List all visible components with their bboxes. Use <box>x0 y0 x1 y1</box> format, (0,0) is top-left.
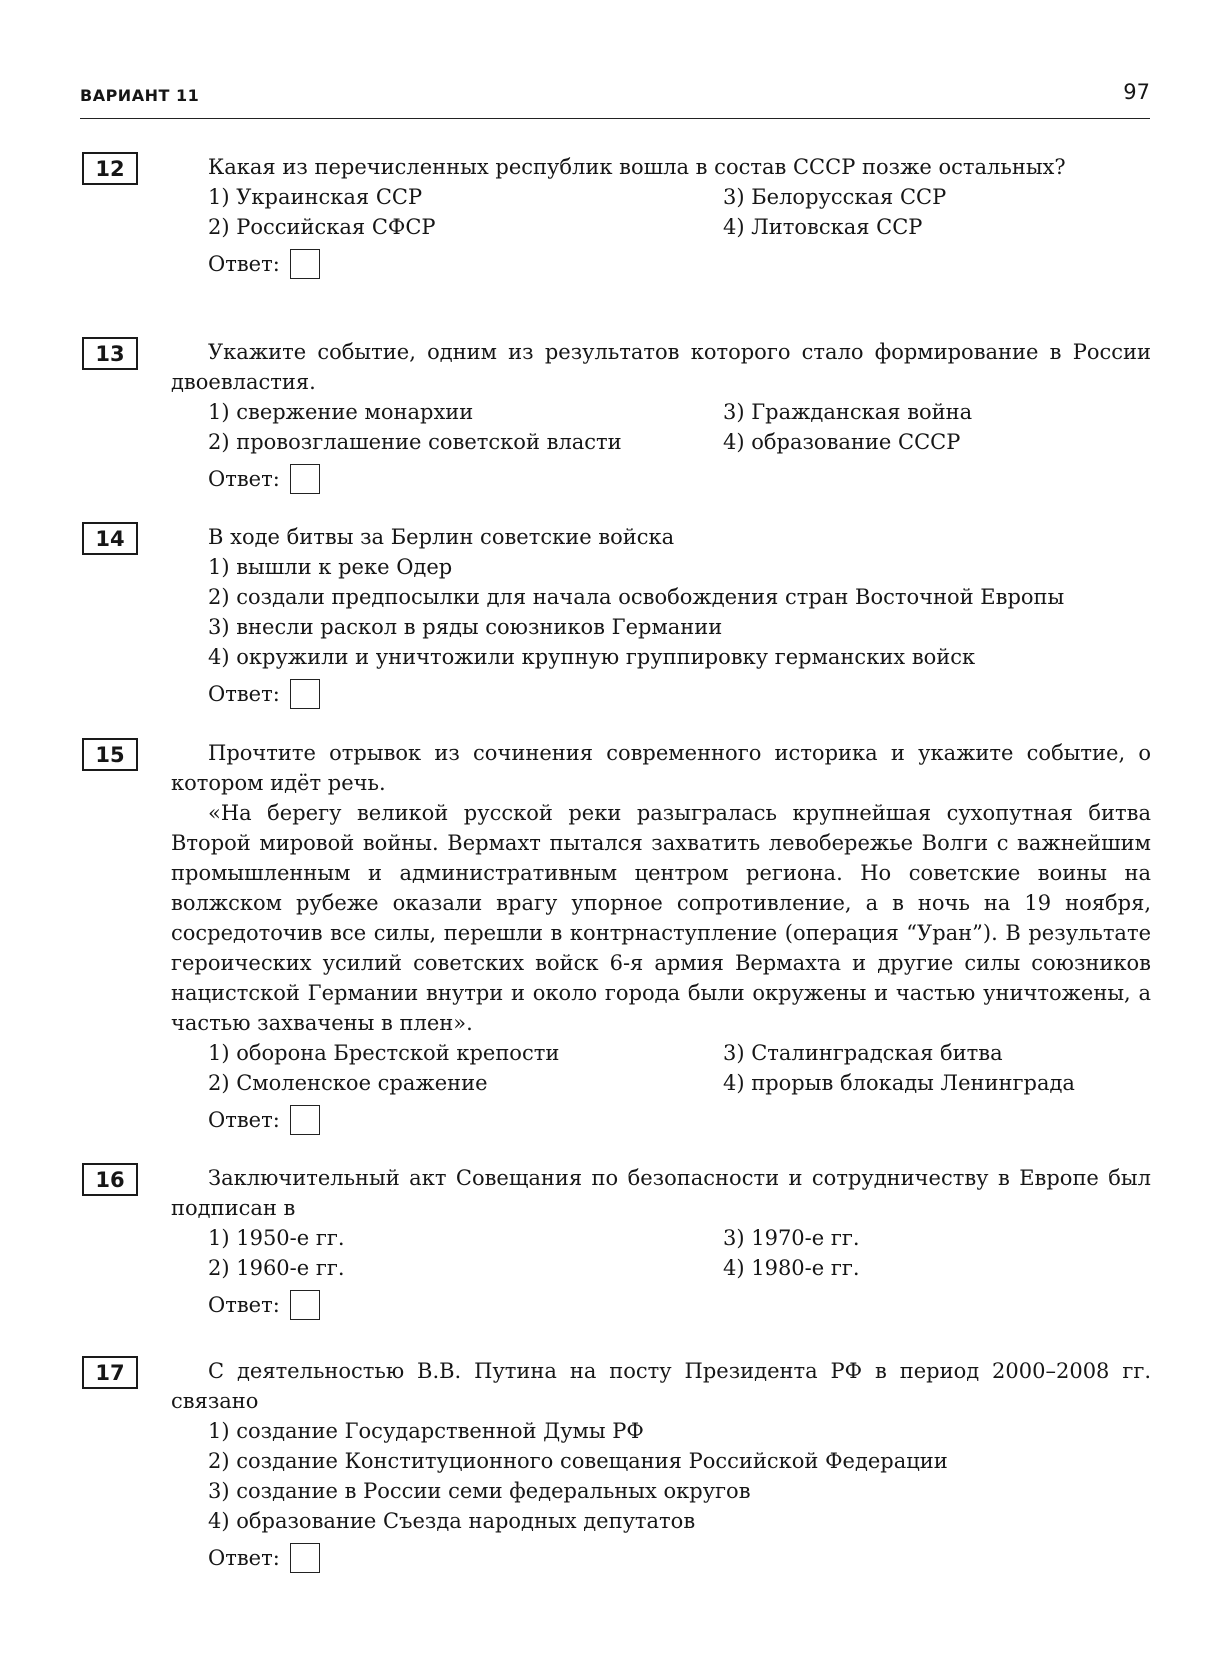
answer-row <box>171 1103 1151 1137</box>
option: 2) Российская СФСР <box>208 215 436 239</box>
option: 1) 1950-е гг. <box>208 1226 345 1250</box>
answer-box[interactable] <box>290 249 320 279</box>
option: 4) 1980-е гг. <box>723 1256 860 1280</box>
task-number-box: 15 <box>82 738 138 771</box>
option: 4) образование СССР <box>723 430 961 454</box>
option: 2) создали предпосылки для начала освобождения стран Восточной Европы <box>208 585 1065 609</box>
task-number-box: 13 <box>82 337 138 370</box>
task-number-box: 14 <box>82 522 138 555</box>
question-text: Какая из перечисленных республик вошла в состав СССР позже остальных? <box>208 155 1066 179</box>
task-number-box: 17 <box>82 1356 138 1389</box>
option: 3) Гражданская война <box>723 400 973 424</box>
task-17 <box>80 1356 1150 1575</box>
answer-label: Ответ: <box>208 252 280 276</box>
options-grid <box>171 1223 1151 1283</box>
answer-label: Ответ: <box>208 1108 280 1132</box>
answer-box[interactable] <box>290 1543 320 1573</box>
options-list <box>171 1416 1151 1536</box>
variant-label: ВАРИАНТ 11 <box>80 86 200 105</box>
options-grid <box>171 1038 1151 1098</box>
question-text: Заключительный акт Совещания по безопасности и сотрудничеству в Европе был подписан в <box>171 1166 1151 1220</box>
option: 4) Литовская ССР <box>723 215 923 239</box>
answer-box[interactable] <box>290 464 320 494</box>
task-16 <box>80 1163 1150 1322</box>
question-text: В ходе битвы за Берлин советские войска <box>208 525 675 549</box>
quote-text: «На берегу великой русской реки разыгралась крупнейшая сухопутная битва Второй мировой войны. Вермахт пытался захватить левобережье Волги с важнейшим промышленным и административным центром региона. Но советские воины на волжском рубеже оказали врагу упорное сопротивление, а в ночь на 19 ноября, сосредоточив все силы, перешли в контрнаступление (операция “Уран”). В результате героических усилий советских войск 6-я армия Вермахта и другие силы союзников нацистской Германии внутри и около города были окружены и частью уничтожены, а частью захвачены в плен». <box>171 801 1151 1035</box>
answer-box[interactable] <box>290 679 320 709</box>
option: 4) окружили и уничтожили крупную группировку германских войск <box>208 645 976 669</box>
option: 4) образование Съезда народных депутатов <box>208 1509 696 1533</box>
option: 1) оборона Брестской крепости <box>208 1041 560 1065</box>
task-number-box: 16 <box>82 1163 138 1196</box>
option: 3) внесли раскол в ряды союзников Германии <box>208 615 723 639</box>
answer-box[interactable] <box>290 1105 320 1135</box>
answer-box[interactable] <box>290 1290 320 1320</box>
option: 3) создание в России семи федеральных округов <box>208 1479 751 1503</box>
page-number: 97 <box>1123 80 1150 104</box>
option: 2) Смоленское сражение <box>208 1071 488 1095</box>
answer-row <box>171 1288 1151 1322</box>
answer-row <box>171 462 1151 496</box>
answer-row <box>171 1541 1151 1575</box>
option: 3) Белорусская ССР <box>723 185 947 209</box>
task-12 <box>80 152 1150 281</box>
task-13 <box>80 337 1150 496</box>
option: 1) создание Государственной Думы РФ <box>208 1419 644 1443</box>
option: 3) Сталинградская битва <box>723 1041 1003 1065</box>
option: 4) прорыв блокады Ленинграда <box>723 1071 1075 1095</box>
option: 2) 1960-е гг. <box>208 1256 345 1280</box>
options-grid <box>171 397 1151 457</box>
option: 2) создание Конституционного совещания Российской Федерации <box>208 1449 948 1473</box>
answer-row <box>171 677 1151 711</box>
answer-row <box>171 247 1151 281</box>
question-text: С деятельностью В.В. Путина на посту Президента РФ в период 2000–2008 гг. связано <box>171 1359 1151 1413</box>
page-header <box>80 78 1150 119</box>
options-list <box>171 552 1151 672</box>
task-number-box: 12 <box>82 152 138 185</box>
answer-label: Ответ: <box>208 1546 280 1570</box>
option: 1) Украинская ССР <box>208 185 423 209</box>
option: 2) провозглашение советской власти <box>208 430 622 454</box>
question-text: Прочтите отрывок из сочинения современного историка и укажите событие, о котором идёт речь. <box>171 741 1151 795</box>
options-grid <box>171 182 1151 242</box>
task-14 <box>80 522 1150 711</box>
answer-label: Ответ: <box>208 682 280 706</box>
option: 3) 1970-е гг. <box>723 1226 860 1250</box>
option: 1) вышли к реке Одер <box>208 555 453 579</box>
option: 1) свержение монархии <box>208 400 474 424</box>
answer-label: Ответ: <box>208 1293 280 1317</box>
answer-label: Ответ: <box>208 467 280 491</box>
task-15 <box>80 738 1150 1137</box>
question-text: Укажите событие, одним из результатов которого стало формирование в России двоевластия. <box>171 340 1151 394</box>
